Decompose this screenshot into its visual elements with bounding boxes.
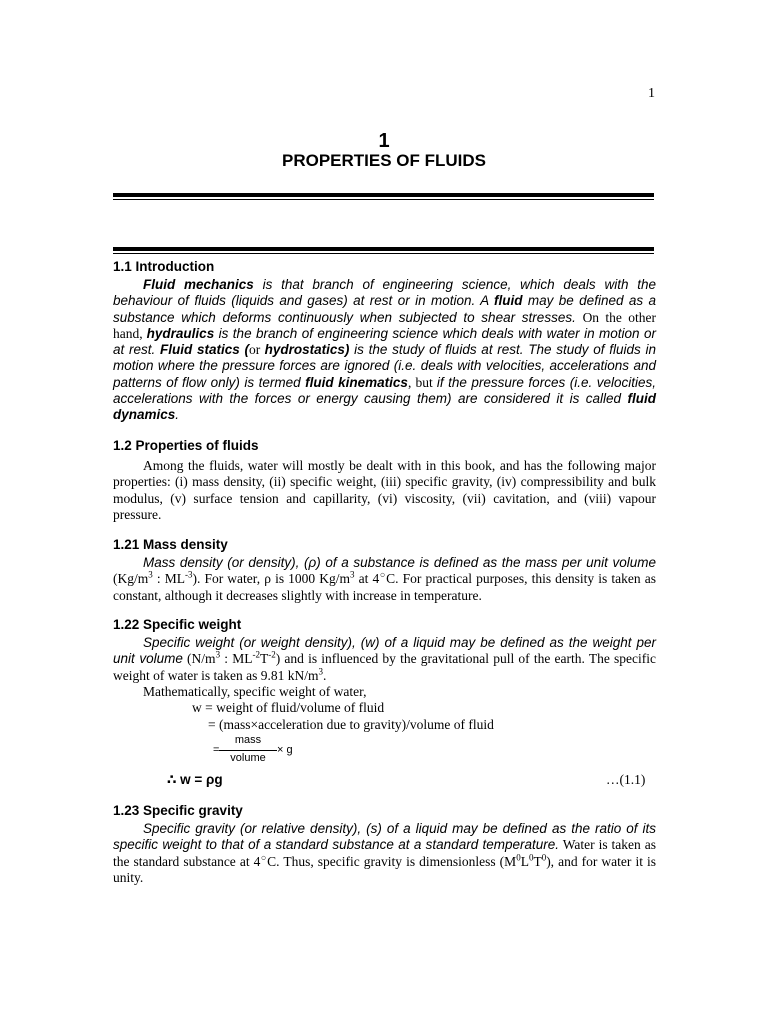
equation-number: …(1.1) [606, 772, 646, 787]
specific-weight-paragraph: Specific weight (or weight density), (w) of a liquid may be defined as the weight per unit volume ($N/m^3$ : $ML^{-2}T^{-2}$) and is influenced by the gravitational pull of the earth. The specific weight of water is taken as 9.81 $kN/m^3$. [113, 635, 656, 683]
introduction-paragraph: Fluid mechanics is that branch of engineering science, which deals with the behaviour of fluids (liquids and gases) at rest or in motion. A fluid may be defined as a substance which deforms continuously when subjected to shear stresses. On the other hand, hydraulics is the branch of engineering science which deals with water in motion or at rest. Fluid statics (or hydrostatics) is the study of fluids at rest. The study of fluids in motion where the pressure forces are ignored (i.e. deals with velocities, accelerations and patterns of flow only) is termed fluid kinematics, but if the pressure forces (i.e. velocities, accelerations with the forces or energy causing them) are considered it is called fluid dynamics. [113, 277, 657, 423]
therefore-symbol: ∴ [167, 772, 177, 787]
fraction-denominator: volume [230, 752, 266, 764]
term-hydraulics: hydraulics [146, 325, 215, 341]
section-heading-properties: 1.2 Properties of fluids [113, 438, 259, 453]
section-heading-introduction: 1.1 Introduction [113, 259, 215, 274]
term-fluid-mechanics: Fluid mechanics [143, 277, 254, 292]
equation-line-2: = (mass×acceleration due to gravity)/volume of fluid [208, 717, 494, 732]
fraction-bar [219, 750, 277, 751]
document-page: 1 1 PROPERTIES OF FLUIDS 1.1 Introduction Fluid mechanics is that branch of engineering science, which deals with the behaviour of fluids (liquids and gases) at rest or in motion. A fluid may be defined as a substance which deforms continuously when subjected to shear stresses. On the other hand, hydraulics is the branch of engineering science which deals with water in motion or at rest. Fluid statics (or hydrostatics) is the study of fluids at rest. The study of fluids in motion where the pressure forces are ignored (i.e. deals with velocities, accelerations and patterns of flow only) is termed fluid kinematics, but if the pressure forces (i.e. velocities, accelerations with the forces or energy causing them) are considered it is called fluid dynamics. 1.2 Properties of fluids Among the fluids, water will mostly be dealt with in this book, and has the following major properties: (i) mass density, (ii) specific weight, (iii) specific gravity, (iv) compressibility and bulk modulus, (v) surface tension and capillarity, (vi) viscosity, (vii) cavitation, and (viii) vapour pressure. 1.21 Mass density Mass density (or density), (ρ) of a substance is defined as the mass per unit volume ($Kg/m^3$ : $ML^{-3}$). For water, ρ is 1000 $Kg/m^3$ at 4○C. For practical purposes, this density is taken as constant, although it decreases slightly with increase in temperature. 1.22 Specific weight Specific weight (or weight density), (w) of a liquid may be defined as the weight per unit volume ($N/m^3$ : $ML^{-2}T^{-2}$) and is influenced by the gravitational pull of the earth. The specific weight of water is taken as 9.81 $kN/m^3$. Mathematically, specific weight of water, w = weight of fluid/volume of fluid = (mass×acceleration due to gravity)/volume of fluid = mass volume × g ∴ w = ρg …(1.1) 1.23 Specific gravity Specific gravity (or relative density), (s) of a liquid may be defined as the ratio of its specific weight to that of a standard substance at a standard temperature. Water is taken as the standard substance at 4○C. Thus, specific gravity is dimensionless $(M^0L^0T^0)$, and for water it is unity. [0, 0, 768, 1024]
equation-line-1: w = weight of fluid/volume of fluid [192, 700, 385, 715]
page-number: 1 [648, 86, 655, 101]
title-rule-bottom [113, 247, 654, 254]
section-heading-mass-density: 1.21 Mass density [113, 537, 228, 552]
chapter-title: PROPERTIES OF FLUIDS [281, 151, 487, 170]
term-fluid-statics: Fluid statics ( [159, 342, 249, 358]
title-rule-top [113, 193, 654, 200]
math-intro: Mathematically, specific weight of water, [143, 684, 367, 699]
term-fluid-kinematics: fluid kinematics [305, 374, 408, 390]
fraction-numerator: mass [234, 734, 262, 746]
specific-gravity-paragraph: Specific gravity (or relative density), (s) of a liquid may be defined as the ratio of its specific weight to that of a standard substance at a standard temperature. Water is taken as the standard substance at 4○C. Thus, specific gravity is dimensionless $(M^0L^0T^0)$, and for water it is unity. [113, 821, 657, 885]
properties-paragraph: Among the fluids, water will mostly be dealt with in this book, and has the following major properties: (i) mass density, (ii) specific weight, (iii) specific gravity, (iv) compressibility and bulk modulus, (v) surface tension and capillarity, (vi) viscosity, (vii) cavitation, and (viii) vapour pressure. [113, 458, 656, 522]
chapter-number: 1 [378, 130, 390, 152]
section-heading-specific-weight: 1.22 Specific weight [113, 617, 242, 632]
rho-symbol: ρ [308, 555, 317, 570]
mass-density-paragraph: Mass density (or density), (ρ) of a substance is defined as the mass per unit volume ($Kg/m^3$ : $ML^{-3}$). For water, ρ is 1000 $Kg/m^3$ at 4○C. For practical purposes, this density is taken as constant, although it decreases slightly with increase in temperature. [113, 555, 656, 603]
term-hydrostatics: hydrostatics) [264, 342, 350, 358]
result-equation: ∴ w = ρg [167, 772, 223, 787]
term-fluid: fluid [494, 293, 523, 309]
term-fluid-dynamics: fluid dynamics [113, 391, 656, 423]
section-heading-specific-gravity: 1.23 Specific gravity [113, 803, 243, 818]
